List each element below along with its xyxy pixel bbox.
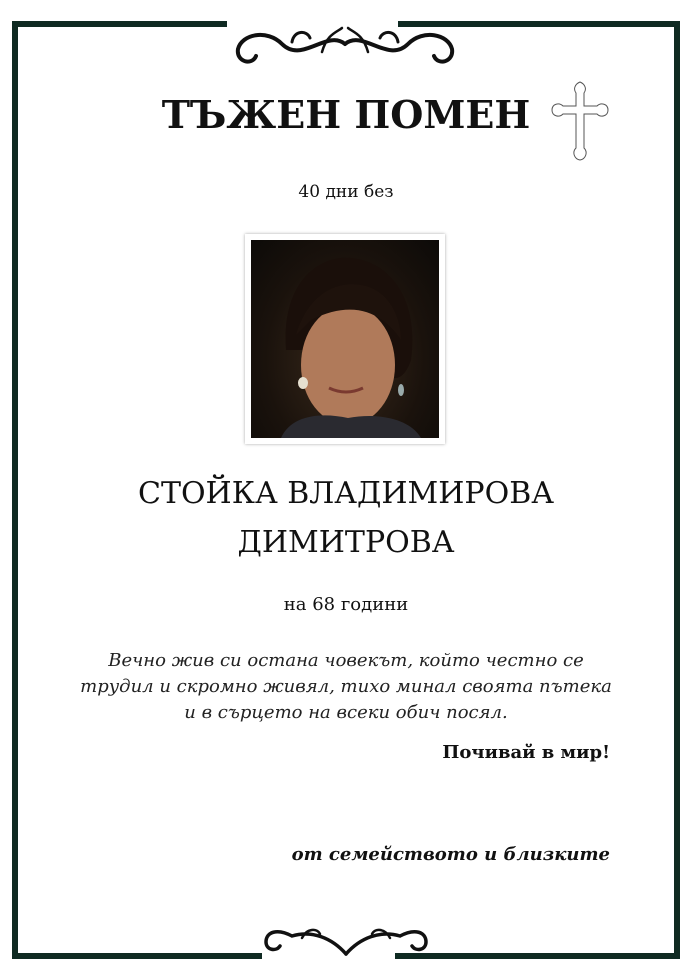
border-bottom-right <box>395 953 680 959</box>
verse-line: Вечно жив си остана човекът, който честно се <box>108 650 584 671</box>
border-bottom-left <box>12 953 262 959</box>
verse <box>0 648 692 726</box>
deceased-name-line-2: ДИМИТРОВА <box>237 525 455 560</box>
rest-in-peace: Почивай в мир! <box>442 742 610 763</box>
ornament-bottom-icon <box>262 918 430 958</box>
age-text: на 68 години <box>283 594 409 615</box>
subtitle: 40 дни без <box>298 182 394 202</box>
portrait-photo <box>245 234 445 444</box>
portrait-image <box>251 240 439 438</box>
ornament-top-icon <box>232 24 458 70</box>
verse-line: трудил и скромно живял, тихо минал своята пътека <box>80 676 612 697</box>
signature: от семейството и близките <box>291 844 610 865</box>
verse-line: и в сърцето на всеки обич посял. <box>184 702 508 723</box>
deceased-name-line-1: СТОЙКА ВЛАДИМИРОВА <box>138 476 554 511</box>
border-top-left <box>12 21 227 27</box>
page-title: ТЪЖЕН ПОМЕН <box>161 92 531 137</box>
cross-icon <box>549 80 611 162</box>
